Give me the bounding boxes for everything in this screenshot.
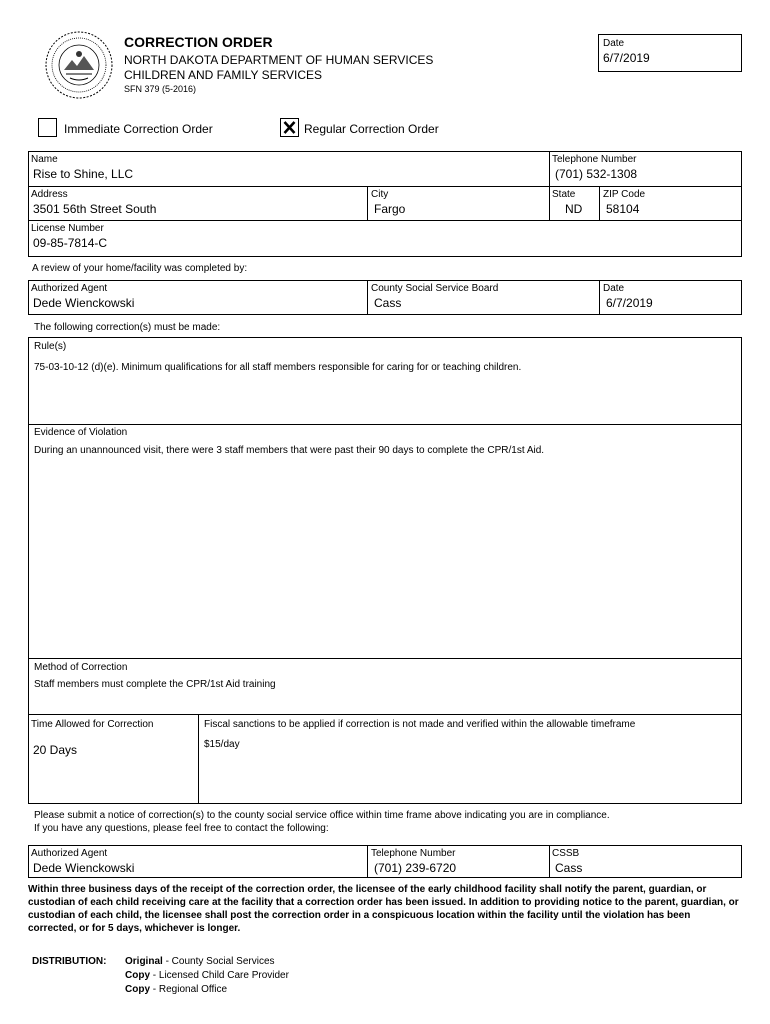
fiscal-sanctions-field[interactable]: $15/day — [204, 739, 240, 750]
city-field[interactable]: Fargo — [374, 202, 406, 216]
notice-line-1: Please submit a notice of correction(s) to the county social service office within time frame above indicating you are in compliance. — [34, 810, 610, 821]
name-field[interactable]: Rise to Shine, LLC — [33, 167, 134, 181]
review-intro: A review of your home/facility was completed by: — [32, 263, 248, 274]
city-label: City — [371, 189, 389, 200]
immediate-order-label: Immediate Correction Order — [64, 122, 213, 136]
form-number: SFN 379 (5-2016) — [124, 84, 197, 94]
rules-label: Rule(s) — [34, 341, 67, 352]
name-label: Name — [31, 154, 58, 165]
telephone-field[interactable]: (701) 532-1308 — [555, 167, 638, 181]
address-field[interactable]: 3501 56th Street South — [33, 202, 157, 216]
address-label: Address — [31, 189, 68, 200]
method-field[interactable]: Staff members must complete the CPR/1st Aid training — [34, 679, 276, 690]
zip-label: ZIP Code — [603, 189, 646, 200]
method-label: Method of Correction — [34, 662, 128, 673]
state-field[interactable]: ND — [565, 202, 583, 216]
header-date-field[interactable] — [598, 34, 742, 72]
check-x-icon — [281, 119, 298, 136]
distribution-item: Copy - Licensed Child Care Provider — [125, 970, 289, 981]
fiscal-sanctions-label: Fiscal sanctions to be applied if correction is not made and verified within the allowable timeframe — [204, 719, 636, 730]
department-name: NORTH DAKOTA DEPARTMENT OF HUMAN SERVICES — [124, 53, 434, 67]
header-date-label: Date — [603, 38, 625, 49]
cssb-label: CSSB — [552, 848, 580, 859]
regular-order-checkbox[interactable] — [280, 118, 299, 137]
division-name: CHILDREN AND FAMILY SERVICES — [124, 68, 323, 82]
state-label: State — [552, 189, 576, 200]
state-seal-icon — [44, 30, 114, 100]
time-allowed-label: Time Allowed for Correction — [31, 719, 154, 730]
license-label: License Number — [31, 223, 104, 234]
county-board-field[interactable]: Cass — [374, 296, 402, 310]
time-allowed-field[interactable]: 20 Days — [33, 743, 78, 757]
cssb-field[interactable]: Cass — [555, 861, 583, 875]
telephone-label: Telephone Number — [552, 154, 637, 165]
notice-line-2: If you have any questions, please feel free to contact the following: — [34, 823, 329, 834]
notification-requirement-text: Within three business days of the receipt of the correction order, the licensee of the early childhood facility shall notify the parent, guardian, or custodian of each child receiving care at the facility that a correction order has been issued. In addition to providing notice to the parent, guardian, or custodian of each child, the licensee shall post the correction order in a conspicuous location within the facility until the violation has been corrected, or for 5 days, whichever is longer. — [28, 884, 739, 934]
license-field[interactable]: 09-85-7814-C — [33, 236, 108, 250]
contact-agent-field[interactable]: Dede Wienckowski — [33, 861, 135, 875]
review-agent-field[interactable]: Dede Wienckowski — [33, 296, 135, 310]
distribution-item: Copy - Regional Office — [125, 984, 228, 995]
contact-phone-label: Telephone Number — [371, 848, 456, 859]
evidence-field[interactable]: During an unannounced visit, there were 3 staff members that were past their 90 days to complete the CPR/1st Aid. — [34, 445, 545, 456]
review-agent-label: Authorized Agent — [31, 283, 108, 294]
distribution-item: Original - County Social Services — [125, 956, 275, 967]
rules-field[interactable]: 75-03-10-12 (d)(e). Minimum qualifications for all staff members responsible for caring for or teaching children. — [34, 362, 522, 373]
header-date-value: 6/7/2019 — [603, 51, 650, 65]
zip-field[interactable]: 58104 — [606, 202, 640, 216]
contact-phone-field[interactable]: (701) 239-6720 — [374, 861, 457, 875]
page-title: CORRECTION ORDER — [124, 34, 273, 50]
regular-order-label: Regular Correction Order — [304, 122, 439, 136]
corrections-block — [28, 337, 742, 804]
contact-agent-label: Authorized Agent — [31, 848, 108, 859]
corrections-intro: The following correction(s) must be made: — [34, 322, 221, 333]
review-date-field[interactable]: 6/7/2019 — [606, 296, 653, 310]
immediate-order-checkbox[interactable] — [38, 118, 57, 137]
county-board-label: County Social Service Board — [371, 283, 499, 294]
review-date-label: Date — [603, 283, 625, 294]
distribution-label: DISTRIBUTION: — [32, 956, 107, 967]
evidence-label: Evidence of Violation — [34, 427, 128, 438]
